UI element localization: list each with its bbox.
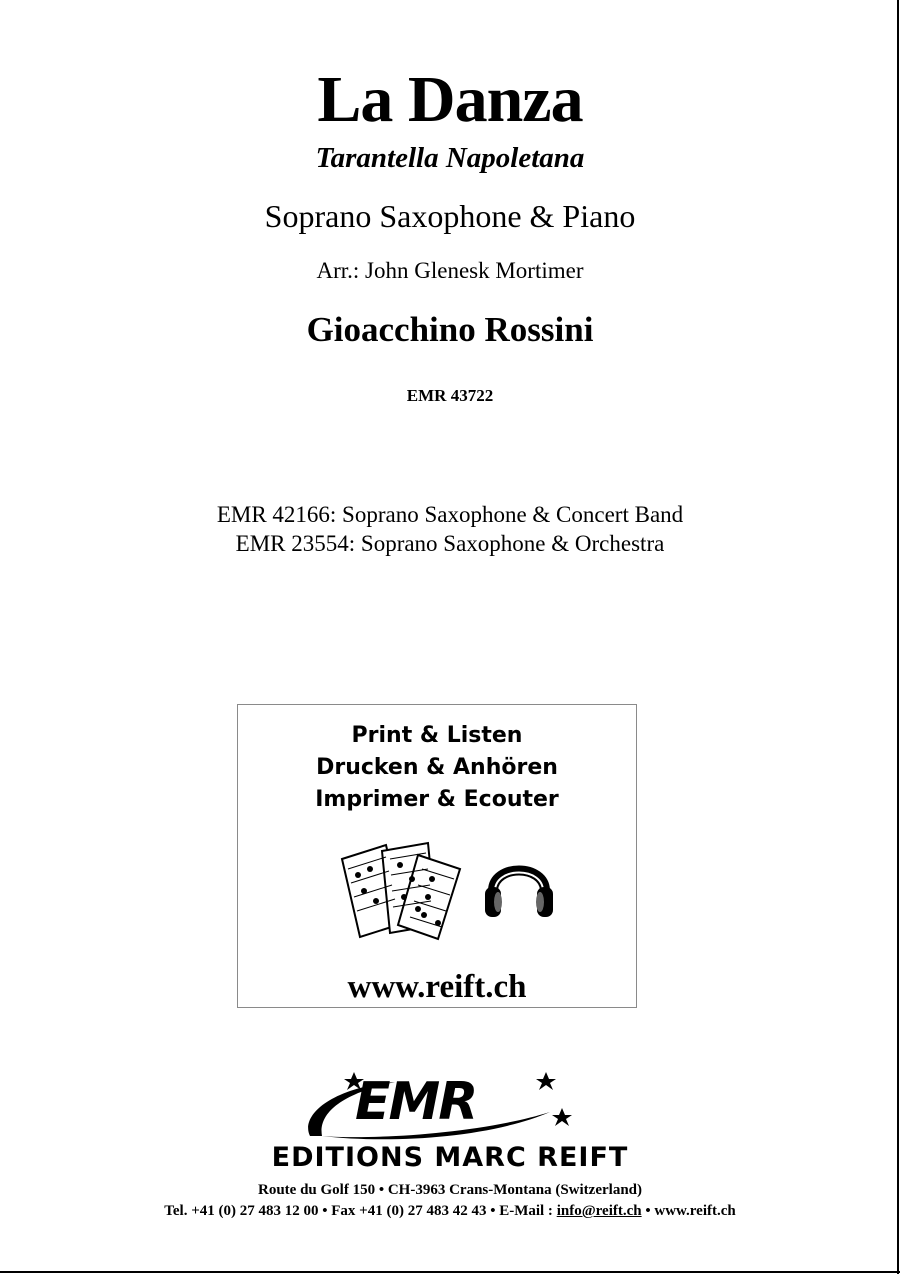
- other-edition-item: EMR 42166: Soprano Saxophone & Concert Band: [216, 502, 684, 527]
- contact-suffix: • www.reift.ch: [641, 1203, 736, 1219]
- sheet-music-icon: [338, 839, 468, 943]
- other-edition-item: EMR 23554: Soprano Saxophone & Orchestra: [235, 531, 665, 556]
- promo-line-english: Print & Listen: [351, 723, 523, 748]
- publisher-name: EDITIONS MARC REIFT: [271, 1142, 629, 1173]
- catalog-number: EMR 43722: [406, 386, 494, 405]
- instrumentation: Soprano Saxophone & Piano: [264, 198, 636, 234]
- other-editions: [0, 500, 900, 558]
- print-listen-box: [237, 704, 637, 1008]
- emr-logo: [300, 1068, 580, 1142]
- promo-line-french: Imprimer & Ecouter: [315, 787, 559, 812]
- title: La Danza: [317, 63, 583, 136]
- logo-text: EMR: [355, 1072, 477, 1132]
- headphones-icon: [483, 845, 555, 923]
- publisher-address: Route du Golf 150 • CH-3963 Crans-Montana (Switzerland): [258, 1182, 642, 1198]
- contact-prefix: Tel. +41 (0) 27 483 12 00 • Fax +41 (0) 27 483 42 43 • E-Mail :: [164, 1203, 557, 1219]
- subtitle: Tarantella Napoletana: [315, 142, 585, 174]
- composer: Gioacchino Rossini: [306, 310, 594, 349]
- promo-website: www.reift.ch: [347, 969, 527, 1005]
- email-link[interactable]: info@reift.ch: [556, 1203, 642, 1219]
- publisher-contact: [0, 1201, 900, 1221]
- promo-line-german: Drucken & Anhören: [316, 755, 558, 780]
- page-frame-bottom: [0, 1271, 900, 1273]
- page-frame-right: [897, 0, 899, 1274]
- arranger: Arr.: John Glenesk Mortimer: [316, 258, 584, 283]
